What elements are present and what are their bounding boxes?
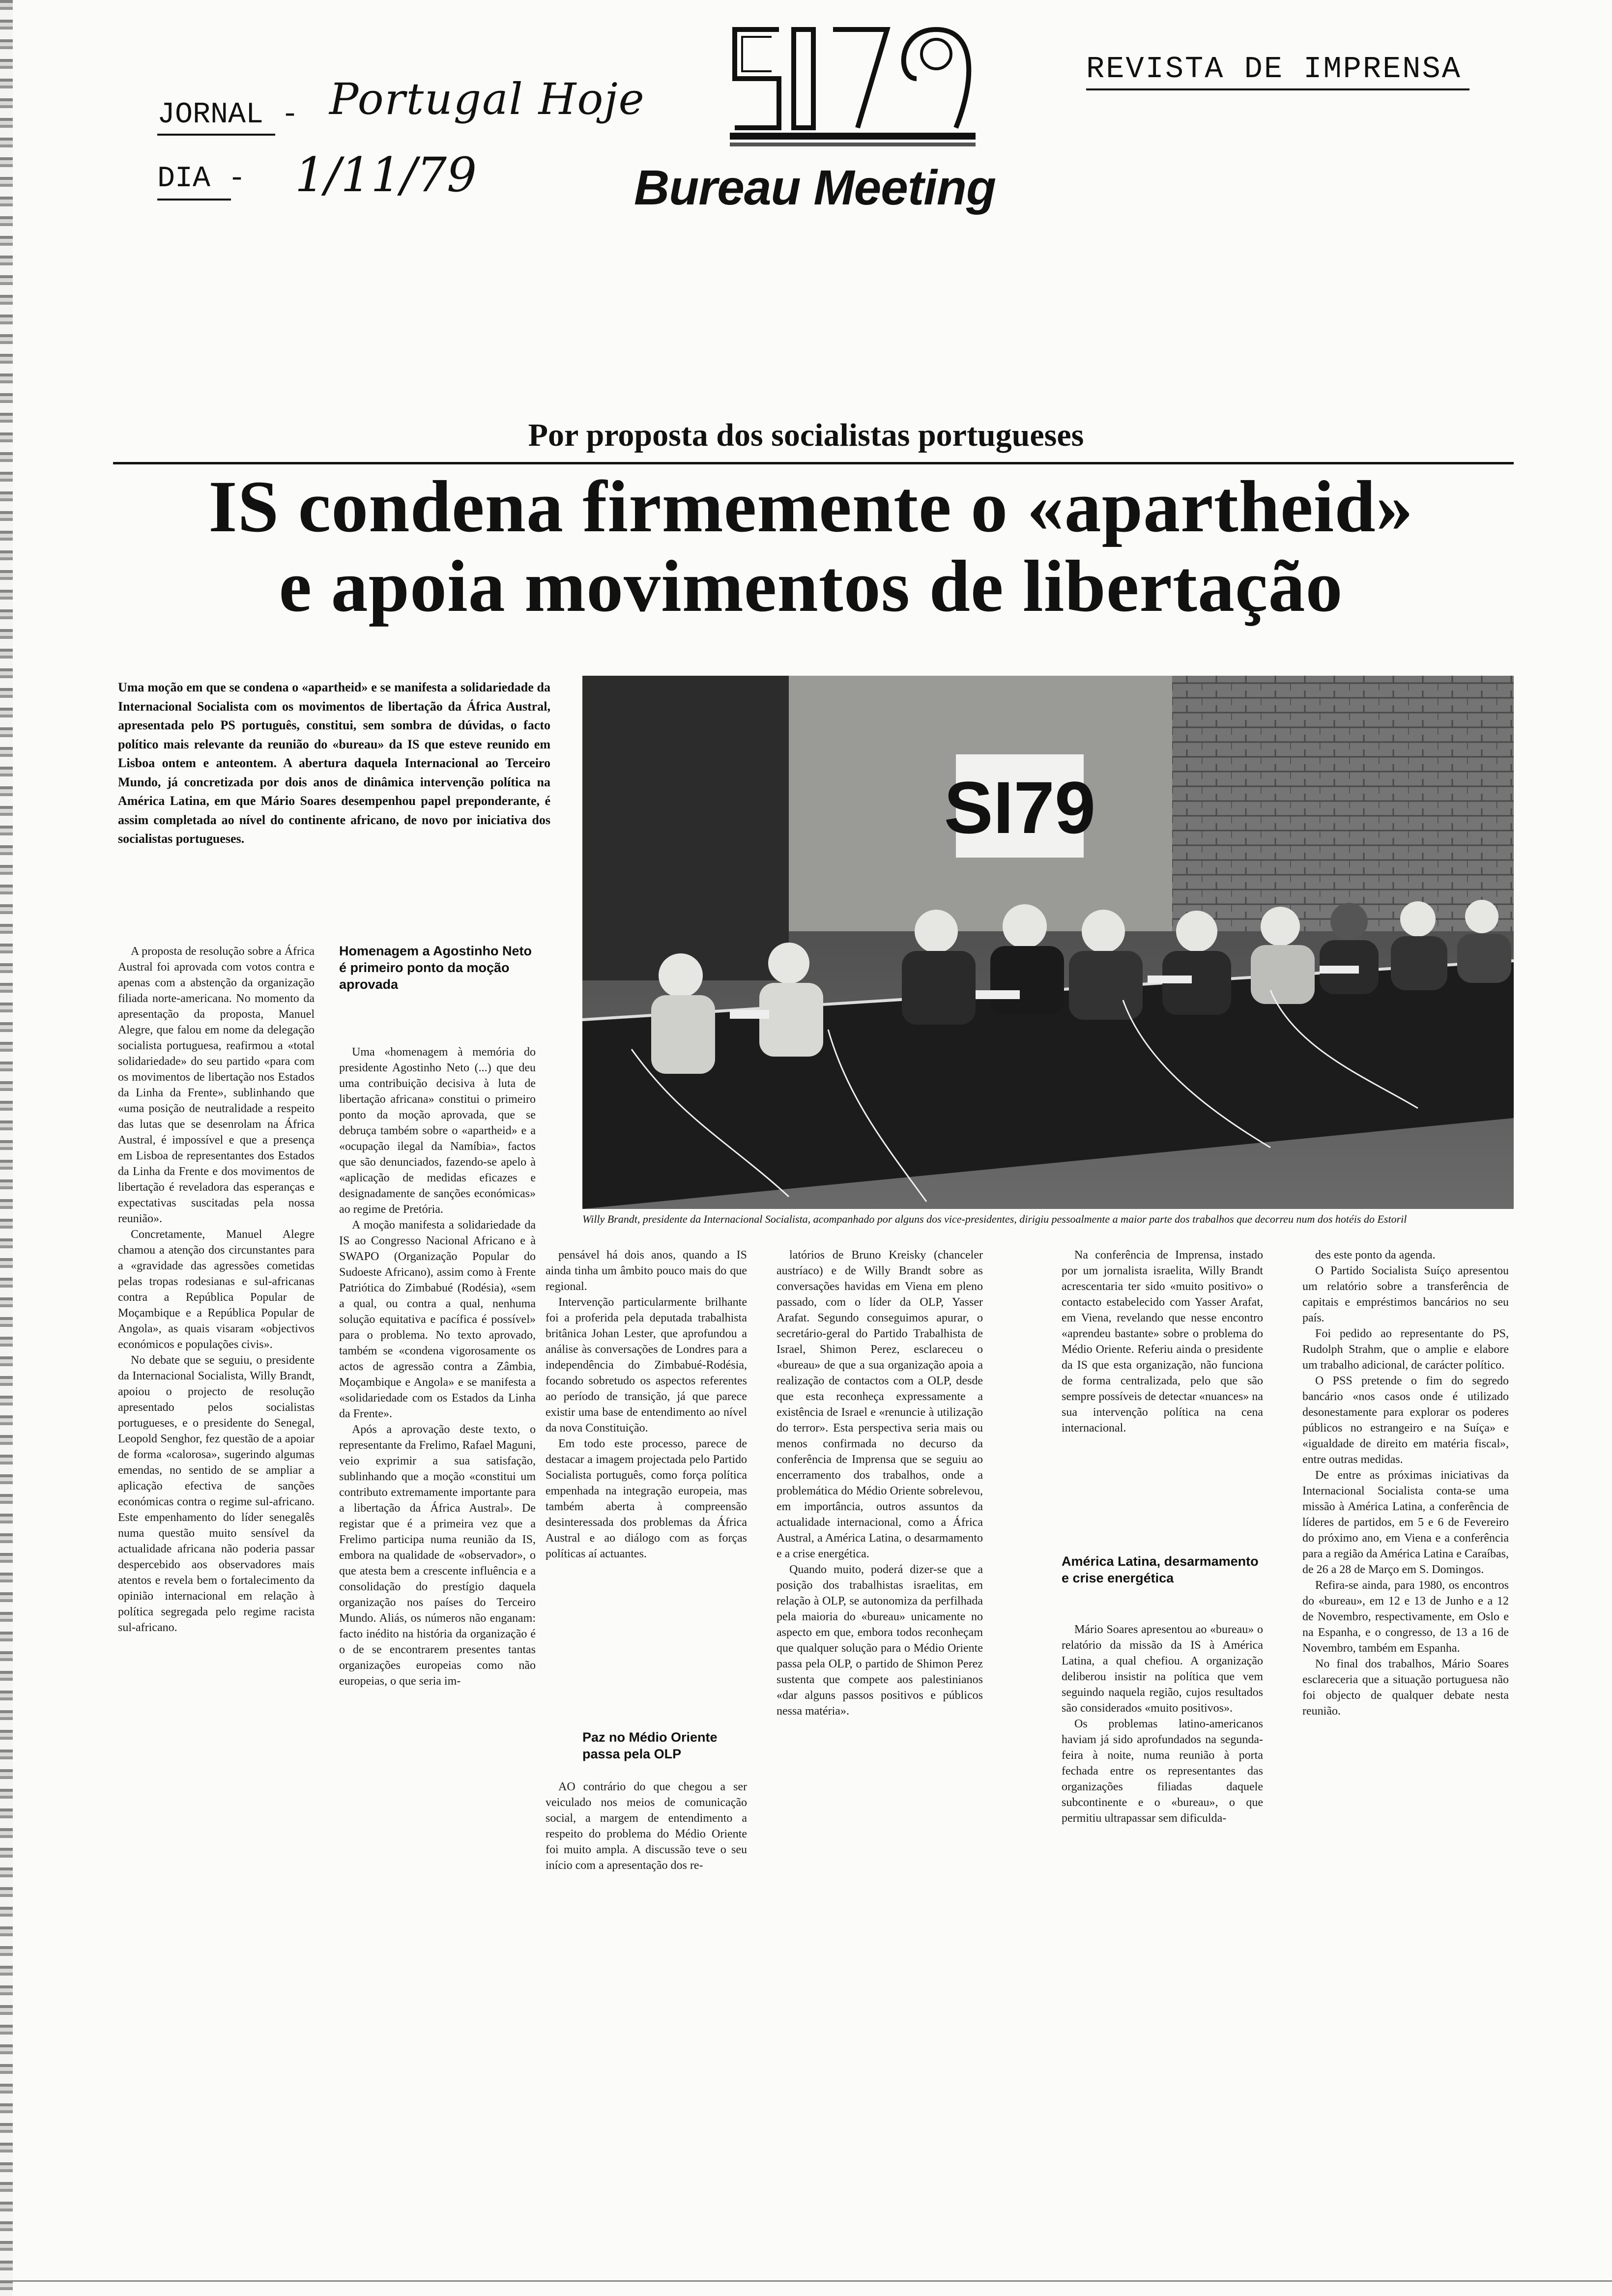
- paragraph: des este ponto da agenda.: [1315, 1249, 1436, 1262]
- scan-edge: [0, 0, 13, 2296]
- paragraph: A proposta de resolução sobre a África Austral foi aprovada com votos contra e apenas com a abstenção da organização filiada norte-americana. No momento da apresentação da proposta, Manuel Alegre, que falou em nome da delegação socialista portuguesa, reafirmou a «total solidariedade» do seu partido «para com os movimentos de libertação nos Estados da Linha da Frente», sublinhando que «uma posição de neutralidade a respeito das lutas que se desenrolam na África Austral, é impossível e que a presença em Lisboa de representantes dos Estados da Linha da Frente e dos movimentos de libertação é reveladora das esperanças e expectativas suscitadas pela nossa reunião».: [118, 945, 315, 1225]
- paragraph: Mário Soares apresentou ao «bureau» o relatório da missão da IS à América Latina, a qual chefiou. A organização deliberou insistir na política que vem seguindo naquela região, cujos resultados são considerados «muito positivos».: [1062, 1623, 1263, 1715]
- paragraph: pensável há dois anos, quando a IS ainda tinha um âmbito pouco mais do que regional.: [546, 1249, 747, 1293]
- si79-logo: [725, 20, 980, 152]
- paragraph: A moção manifesta a solidariedade da IS ao Congresso Nacional Africano e à SWAPO (Organização Popular do Sudoeste Africano), assim como à Frente Patriótica do Zimbabué (Rodésia), «sem a qual, ou contra a qual, nenhuma solução equitativa e pacífica é possível» para o problema. No texto aprovado, também se «condena vigorosamente os actos de agressão contra a Zâmbia, Moçambique e Angola» e se manifesta a «solidariedade com os Estados da Linha da Frente».: [339, 1219, 536, 1420]
- paragraph: De entre as próximas iniciativas da Internacional Socialista conta-se uma missão à América Latina, a conferência de líderes de partidos, em 5 e 6 de Fevereiro do próximo ano, em Viena e a conferência para a região da América Latina e Caraíbas, de 26 a 28 de Março em S. Domingos.: [1302, 1469, 1509, 1576]
- column-4: [777, 1247, 983, 1719]
- paragraph: Após a aprovação deste texto, o representante da Frelimo, Rafael Maguni, veio exprimir a sua satisfação, sublinhando que a moção «constitui um contributo extremamente importante para a libertação da África Austral». De registar que é a primeira vez que a Frelimo participa numa reunião da IS, embora na qualidade de «observador», o que atesta bem a crescente influência e a consolidação do prestígio daquela organização nos países do Terceiro Mundo. Aliás, os números não enganam: facto inédito na história da organização é o de se encontrarem presentes tantas organizações europeias como não europeias, o que seria im-: [339, 1423, 536, 1688]
- paragraph: Em todo este processo, parece de destacar a imagem projectada pelo Partido Socialista português, como força política empenhada na integração europeia, mas também aberta à compreensão desinteressada dos problemas da África Austral e ao diálogo com as forças políticas aí actuantes.: [546, 1437, 747, 1560]
- column-3-continued: [546, 1779, 747, 1873]
- column-3: [546, 1247, 747, 1562]
- column-5: [1062, 1247, 1263, 1436]
- paragraph: latórios de Bruno Kreisky (chanceler austríaco) e de Willy Brandt sobre as conversações havidas em Viena em pleno passado, com o líder da OLP, Yasser Arafat. Segundo conseguimos apurar, o secretário-geral do Partido Trabalhista de Israel, Shimon Perez, esclareceu o «bureau» de que a sua organização apoia a realização de contactos com a OLP, desde que esta reconheça expressamente a existência de Israel e «renuncie à utilização do terror». Esta perspectiva seria mais ou menos confirmada no decurso da conferência de Imprensa que se seguiu ao encerramento dos trabalhos, onde a problemática do Médio Oriente sobrelevou, em importância, outros assuntos da actualidade internacional, como a África Austral, a América Latina, o desarmamento e a crise energética.: [777, 1249, 983, 1560]
- subheading-olp: Paz no Médio Oriente passa pela OLP: [582, 1730, 718, 1761]
- photo-sign: SI79: [944, 766, 1096, 849]
- column-5-continued: [1062, 1622, 1263, 1826]
- paragraph: Refira-se ainda, para 1980, os encontros do «bureau», em 12 e 13 de Junho e a 12 de Novembro, respectivamente, em Oslo e na Espanha, e o congresso, de 13 a 16 de Novembro, também em Espanha.: [1302, 1579, 1509, 1655]
- paragraph: Uma «homenagem à memória do presidente Agostinho Neto (...) que deu uma contribuição decisiva à luta de libertação africana» constitui o primeiro ponto da moção aprovada, que se debruça também sobre o «apartheid» e a «ocupação ilegal da Namíbia», factos que são denunciados, fazendo-se apelo à «aplicação de medidas eficazes e designadamente de sanções económicas» ao regime de Pretória.: [339, 1046, 536, 1216]
- headline: [98, 467, 1524, 626]
- paragraph: Intervenção particularmente brilhante foi a proferida pela deputada trabalhista britânica Johan Lester, que aprofundou a análise às conversações de Londres para a independência do Zimbabué-Rodésia, focando sobretudo os aspectos referentes ao período de transição, já que parece existir uma base de entendimento ao nível da nova Constituição.: [546, 1296, 747, 1435]
- column-2: [339, 1044, 536, 1689]
- lead-paragraph: Uma moção em que se condena o «apartheid» e se manifesta a solidariedade da Internacional Socialista com os movimentos de libertação da África Austral, apresentada pelo PS português, constitui, sem sombra de dúvidas, o facto político mais relevante da reunião do «bureau» da IS que esteve reunido em Lisboa ontem e anteontem. A abertura daquela Internacional ao Terceiro Mundo, já concretizada por dois anos de dinâmica intervenção política na América Latina, em que Mário Soares desempenhou papel preponderante, é assim completada ao nível do continente africano, de novo por iniciativa dos socialistas portugueses.: [118, 680, 550, 846]
- paragraph: Na conferência de Imprensa, instado por um jornalista israelita, Willy Brandt acrescentaria ter sido «muito positivo» o contacto estabelecido com Yasser Arafat, em Viena, revelando que nesse encontro «aprendeu bastante» sobre o problema do Médio Oriente. Referiu ainda o presidente da IS que esta organização, não funciona de forma centralizada, pelo que são sempre possíveis de detectar «nuances» na sua intervenção política na cena internacional.: [1062, 1249, 1263, 1435]
- headline-line-1: IS condena firmemente o «apartheid»: [208, 466, 1413, 547]
- headline-line-2: e apoia movimentos de libertação: [279, 545, 1343, 627]
- revista-underline: [1086, 88, 1469, 90]
- kicker: Por proposta dos socialistas portugueses: [528, 417, 1084, 453]
- paragraph: No final dos trabalhos, Mário Soares esclareceria que a situação portuguesa não foi objecto de qualquer debate nesta reunião.: [1302, 1658, 1509, 1718]
- column-1: [118, 944, 315, 1636]
- scan-bottom-line: [0, 2280, 1612, 2282]
- column-6: [1302, 1247, 1509, 1719]
- paragraph: Quando muito, poderá dizer-se que a posição dos trabalhistas israelitas, em relação à OLP, se autonomiza da perfilhada pela maioria do «bureau» unicamente no aspecto em que, embora todos reconheçam que qualquer solução para o Médio Oriente passa pela OLP, o partido de Shimon Perez sustenta que compete aos palestinianos «dar alguns passos positivos e públicos nessa matéria».: [777, 1563, 983, 1718]
- paragraph: O PSS pretende o fim do segredo bancário «nos casos onde é utilizado desonestamente para explorar os poderes públicos no estrangeiro e na Suíça» e «igualdade de direito em matéria fiscal», entre outras medidas.: [1302, 1375, 1509, 1466]
- dia-handwritten: 1/11/79: [295, 147, 477, 202]
- paragraph: AO contrário do que chegou a ser veiculado nos meios de comunicação social, a margem de entendimento a respeito do problema do Médio Oriente foi muito ampla. A discussão teve o seu início com a apresentação dos re-: [546, 1780, 747, 1872]
- dia-underline: [157, 199, 231, 201]
- revista-de-imprensa: REVISTA DE IMPRENSA: [1086, 52, 1462, 86]
- jornal-handwritten: Portugal Hoje: [329, 74, 645, 124]
- jornal-label: JORNAL -: [157, 98, 299, 132]
- jornal-underline: [157, 134, 275, 136]
- paragraph: Os problemas latino-americanos haviam já sido aprofundados na segunda-feira à noite, numa reunião à porta fechada entre os representantes das organizações filiadas daquele subcontinente e o «bureau», o que permitiu ultrapassar sem dificulda-: [1062, 1718, 1263, 1825]
- headline-rule: [113, 462, 1514, 464]
- meeting-photo: [582, 676, 1514, 1209]
- paragraph: Concretamente, Manuel Alegre chamou a atenção dos circunstantes para a «gravidade das agressões cometidas pelas tropas rodesianas e sul-africanas contra a República Popular de Moçambique e a República Popular de Angola», as quais visaram «objectivos económicos e populações civis».: [118, 1228, 315, 1351]
- bureau-meeting: Bureau Meeting: [634, 160, 996, 215]
- photo-caption: Willy Brandt, presidente da Internacional Socialista, acompanhado por alguns dos vice-presidentes, dirigiu pessoalmente a maior parte dos trabalhos que decorreu num dos hotéis do Estoril: [582, 1213, 1407, 1225]
- subheading-neto: Homenagem a Agostinho Neto é primeiro ponto da moção aprovada: [339, 944, 532, 992]
- paragraph: Foi pedido ao representante do PS, Rudolph Strahm, que o amplie e elabore um trabalho adicional, de carácter político.: [1302, 1327, 1509, 1372]
- paragraph: No debate que se seguiu, o presidente da Internacional Socialista, Willy Brandt, apoiou o projecto de resolução apresentado pelos socialistas portugueses, e o presidente do Senegal, Leopold Senghor, fez questão de a apoiar de forma «calorosa», sugerindo algumas emendas, no sentido de se ampliar a aplicação efectiva de sanções económicas contra o regime sul-africano. Este empenhamento do líder senegalês numa questão muito sensível da actualidade africana não poderia passar despercebido aos observadores mais atentos e revela bem o fortalecimento da opinião internacional em relação à política segregada pelo regime racista sul-africano.: [118, 1354, 315, 1634]
- subheading-america-latina: América Latina, desarmamento e crise energética: [1062, 1554, 1259, 1585]
- paragraph: O Partido Socialista Suíço apresentou um relatório sobre a transferência de capitais e empréstimos bancários no seu país.: [1302, 1264, 1509, 1324]
- dia-label: DIA -: [157, 162, 246, 196]
